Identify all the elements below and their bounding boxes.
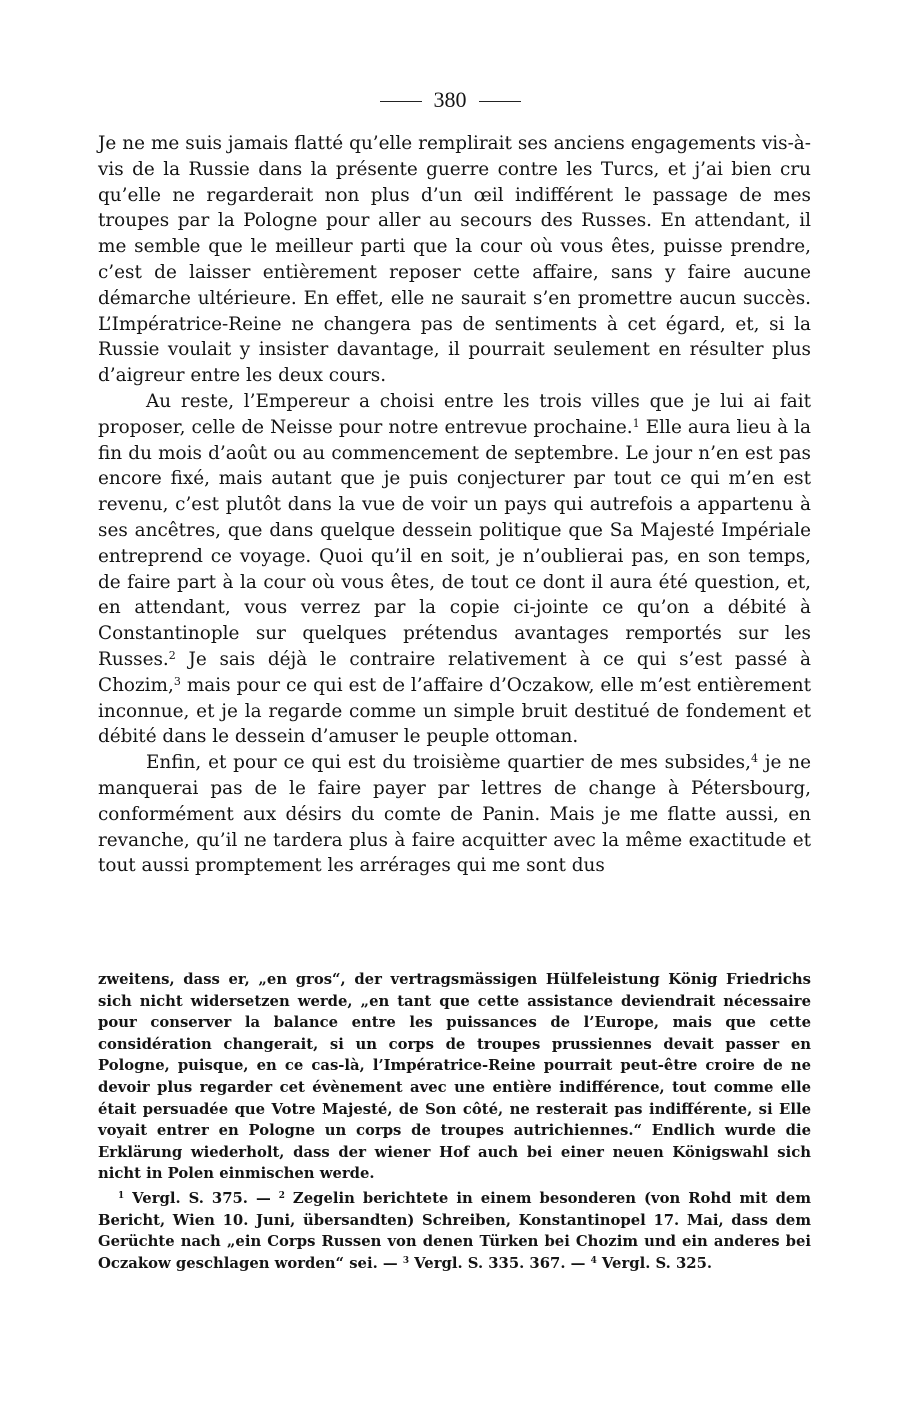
footnote-3-text: Vergl. S. 335. 367. — — [409, 1254, 591, 1272]
paragraph-1-text: Je ne me suis jamais flatté qu’elle remplirait ses anciens engagements vis-à-vis de la Russie dans la présente guerre contre les Turcs, et j’ai bien cru qu’elle ne regarderait non plus d’un œil indifférent le passage de mes troupes par la Pologne pour aller au secours des Russes. En attendant, il me semble que le meilleur parti que la cour où vous êtes, puisse prendre, c’est de laisser entièrement reposer cette affaire, sans y faire aucune démarche ultérieure. En effet, elle ne saurait s’en promettre aucun succès. L’Impératrice-Reine ne changera pas de sentiments à cet égard, et, si la Russie voulait y insister davantage, il pourrait seulement en résulter plus d’aigreur entre les deux cours. — [98, 133, 811, 387]
footnote-ref-2: 2 — [168, 648, 176, 662]
paragraph-2-text-c: Je sais déjà le contraire relativement à ce qui s’est passé à Chozim, — [98, 648, 811, 696]
header-rule-left — [380, 101, 422, 102]
paragraph-2-text-a: Au reste, l’Empereur a choisi entre les trois villes que je lui ai fait proposer, celle de Neisse pour notre entrevue prochaine. — [98, 390, 811, 438]
footnote-mark-2: 2 — [278, 1191, 285, 1202]
footnotes — [98, 969, 811, 1274]
paragraph-3 — [98, 750, 811, 879]
footnote-references — [98, 1188, 811, 1274]
footnote-mark-1: 1 — [118, 1191, 125, 1202]
footnote-ref-1: 1 — [632, 416, 640, 430]
paragraph-3-text-a: Enfin, et pour ce qui est du troisième quartier de mes subsides, — [146, 752, 751, 774]
footnote-4-text: Vergl. S. 325. — [596, 1254, 713, 1272]
footnote-mark-3: 3 — [402, 1255, 410, 1266]
paragraph-1 — [98, 131, 811, 389]
footnote-1-text: Vergl. S. 375. — — [124, 1189, 279, 1207]
letter-body — [98, 131, 811, 879]
footnote-ref-3: 3 — [173, 674, 181, 688]
footnote-continuation-text: zweitens, dass er, „en gros“, der vertragsmässigen Hülfeleistung König Friedrichs sich nicht widersetzen werde, „en tant que cette assistance deviendrait nécessaire pour conserver la balance entre les puissances de l’Europe, mais que cette considération changerait, si un corps de troupes prussiennes devait passer en Pologne, puisque, en ce cas-là, l’Impératrice-Reine pourrait peut-être croire de ne devoir plus regarder cet évènement avec une entière indifférence, tout comme elle était persuadée que Votre Majesté, de Son côté, ne resterait pas indifférente, si Elle voyait entrer en Pologne un corps de troupes autrichiennes.“ Endlich wurde die Erklärung wiederholt, dass der wiener Hof auch bei einer neuen Königswahl sich nicht in Polen einmischen werde. — [98, 971, 811, 1183]
footnote-continuation — [98, 969, 811, 1185]
paragraph-2-text-d: mais pour ce qui est de l’affaire d’Oczakow, elle m’est entièrement inconnue, et je la regarde comme un simple bruit destitué de fondement et débité dans le dessein d’amuser le peuple ottoman. — [98, 674, 811, 748]
paragraph-2 — [98, 389, 811, 750]
header-rule-right — [479, 101, 521, 102]
footnote-2-text: Zegelin berichtete in einem besonderen (von Rohd mit dem Bericht, Wien 10. Juni, übersandten) Schreiben, Konstantinopel 17. Mai, dass dem Gerüchte nach „ein Corps Russen von denen Türken bei Chozim und ein anderes bei Oczakow geschlagen worden“ sei. — — [98, 1189, 811, 1272]
footnote-ref-4: 4 — [750, 752, 758, 766]
page-number: 380 — [433, 87, 467, 112]
paragraph-3-text-b: je ne manquerai pas de le faire payer par lettres de change à Pétersbourg, conformément aux désirs du comte de Panin. Mais je me flatte aussi, en revanche, qu’il ne tardera plus à faire acquitter avec la même exactitude et tout aussi promptement les arrérages qui me sont dus — [98, 752, 811, 877]
page-header — [0, 86, 900, 114]
footnote-mark-4: 4 — [590, 1255, 597, 1266]
paragraph-2-text-b: Elle aura lieu à la fin du mois d’août ou au commencement de septembre. Le jour n’en est pas encore fixé, mais autant que je puis conjecturer par tout ce qui m’en est revenu, c’est plutôt dans la vue de voir un pays qui autrefois a appartenu à ses ancêtres, que dans quelque dessein politique que Sa Majesté Impériale entreprend ce voyage. Quoi qu’il en soit, je n’oublierai pas, en son temps, de faire part à la cour où vous êtes, de tout ce dont il aura été question, et, en attendant, vous verrez par la copie ci-jointe ce qu’on a débité à Constantinople sur quelques prétendus avantages remportés sur les Russes. — [98, 416, 811, 670]
